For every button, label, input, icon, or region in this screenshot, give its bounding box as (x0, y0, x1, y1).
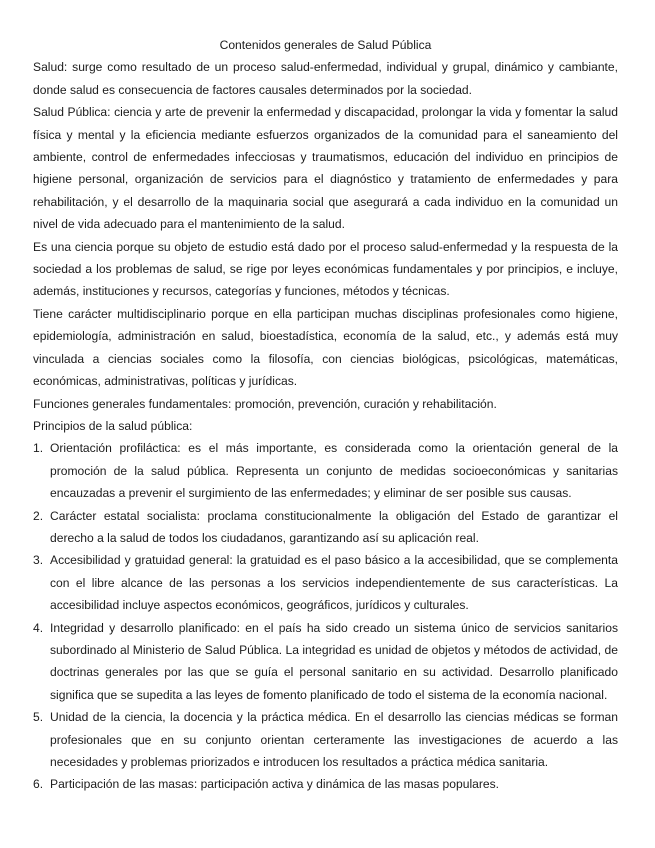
list-item-text: Integridad y desarrollo planificado: en el país ha sido creado un sistema único de servicios sanitarios subordinado al Ministerio de Salud Pública. La integridad es unidad de objetos y métodos de actividad, de doctrinas generales por las que se guía el personal sanitario en su actividad. Desarrollo planificado significa que se supedita a las leyes de fomento planificado de todo el sistema de la economía nacional. (50, 620, 618, 702)
principles-list (33, 437, 618, 796)
list-item (33, 549, 618, 616)
list-item-text: Carácter estatal socialista: proclama constitucionalmente la obligación del Estado de garantizar el derecho a la salud de todos los ciudadanos, garantizando así su aplicación real. (50, 508, 618, 545)
paragraph-salud-publica: Salud Pública: ciencia y arte de prevenir la enfermedad y discapacidad, prolongar la vida y fomentar la salud física y mental y la eficiencia mediante esfuerzos organizados de la comunidad para el saneamiento del ambiente, control de enfermedades infecciosas y traumatismos, educación del individuo en principios de higiene personal, organización de servicios para el diagnóstico y tratamiento de enfermedades y para rehabilitación, y el desarrollo de la maquinaria social que asegurará a cada individuo en la comunidad un nivel de vida adecuado para el mantenimiento de la salud. (33, 105, 618, 232)
list-item (33, 437, 618, 504)
list-item (33, 505, 618, 550)
paragraph-salud: Salud: surge como resultado de un proceso salud-enfermedad, individual y grupal, dinámico y cambiante, donde salud es consecuencia de factores causales determinados por la sociedad. (33, 60, 618, 97)
list-item-number: 2. (33, 508, 44, 523)
document-page (33, 34, 618, 796)
list-item (33, 617, 618, 707)
list-item-number: 1. (33, 441, 44, 456)
paragraph-principios-heading: Principios de la salud pública: (33, 418, 193, 433)
list-item-number: 6. (33, 777, 44, 792)
list-item-text: Unidad de la ciencia, la docencia y la práctica médica. En el desarrollo las ciencias médicas se forman profesionales que en su conjunto orientan certeramente las investigaciones de acuerdo a las necesidades y problemas priorizados e introducen los resultados a práctica médica sanitaria. (50, 710, 618, 769)
paragraph-ciencia: Es una ciencia porque su objeto de estudio está dado por el proceso salud-enfermedad y la respuesta de la sociedad a los problemas de salud, se rige por leyes económicas fundamentales y por principios, e incluye, además, instituciones y recursos, categorías y funciones, métodos y técnicas. (33, 239, 618, 299)
list-item-number: 4. (33, 620, 44, 635)
list-item-text: Participación de las masas: participación activa y dinámica de las masas populares. (50, 777, 500, 792)
document-title: Contenidos generales de Salud Pública (219, 38, 432, 52)
list-item (33, 706, 618, 773)
list-item-number: 5. (33, 710, 44, 725)
list-item (33, 773, 618, 795)
list-item-text: Orientación profiláctica: es el más importante, es considerada como la orientación general de la promoción de la salud pública. Representa un conjunto de medidas socioeconómicas y sanitarias encauzadas a prevenir el surgimiento de las enfermedades; y eliminar de ser posible sus causas. (50, 441, 618, 501)
list-item-number: 3. (33, 553, 44, 568)
paragraph-multidisciplinario: Tiene carácter multidisciplinario porque en ella participan muchas disciplinas profesionales como higiene, epidemiología, administración en salud, bioestadística, economía de la salud, etc., y además está muy vinculada a ciencias sociales como la filosofía, con ciencias biológicas, psicológicas, matemáticas, económicas, administrativas, políticas y jurídicas. (33, 306, 618, 389)
paragraph-funciones: Funciones generales fundamentales: promoción, prevención, curación y rehabilitación. (33, 396, 497, 411)
list-item-text: Accesibilidad y gratuidad general: la gratuidad es el paso básico a la accesibilidad, que se complementa con el libre alcance de las personas a los servicios independientemente de sus características. La accesibilidad incluye aspectos económicos, geográficos, jurídicos y culturales. (50, 553, 618, 613)
